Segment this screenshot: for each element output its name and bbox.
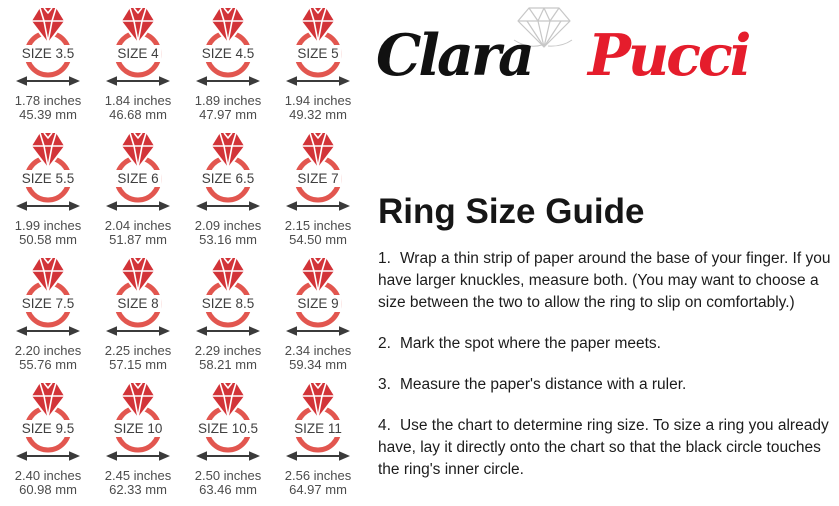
diameter-inches: 2.34 inches (284, 343, 352, 358)
ring-with-diamond-icon (182, 131, 274, 203)
diameter-mm: 62.33 mm (109, 481, 167, 497)
diameter-mm: 64.97 mm (289, 481, 347, 497)
ring-illustration (272, 256, 364, 328)
step-number: 3. (378, 376, 391, 393)
ring-cell (273, 256, 363, 381)
ring-illustration (92, 6, 184, 78)
diameter-mm: 59.34 mm (289, 356, 347, 372)
diameter-inches: 1.99 inches (14, 218, 82, 233)
ring-size-chart (3, 6, 363, 506)
ring-size-label: SIZE 3.5 (19, 45, 78, 62)
ring-with-diamond-icon (92, 131, 184, 203)
diameter-inches: 1.84 inches (104, 93, 172, 108)
ring-illustration (2, 6, 94, 78)
diameter-inches: 2.40 inches (14, 468, 82, 483)
diameter-inches: 2.04 inches (104, 218, 172, 233)
ring-cell (183, 131, 273, 256)
ring-with-diamond-icon (2, 381, 94, 453)
ring-with-diamond-icon (182, 256, 274, 328)
ring-with-diamond-icon (272, 381, 364, 453)
ring-size-label: SIZE 9.5 (19, 420, 78, 437)
ring-size-label: SIZE 8.5 (199, 295, 258, 312)
ring-size-label: SIZE 4 (114, 45, 161, 62)
diameter-inches: 2.29 inches (194, 343, 262, 358)
ring-cell (273, 131, 363, 256)
diameter-inches: 2.56 inches (284, 468, 352, 483)
instruction-step (378, 248, 834, 314)
diameter-inches: 1.78 inches (14, 93, 82, 108)
diameter-mm: 58.21 mm (199, 356, 257, 372)
diameter-mm: 63.46 mm (199, 481, 257, 497)
ring-illustration (182, 6, 274, 78)
diameter-mm: 49.32 mm (289, 106, 347, 122)
ring-size-label: SIZE 5.5 (19, 170, 78, 187)
step-number: 4. (378, 417, 391, 434)
diameter-mm: 60.98 mm (19, 481, 77, 497)
step-text: Use the chart to determine ring size. To size a ring you already have, lay it directly onto the chart so that the black circle touches the ring's inner circle. (378, 417, 829, 478)
ring-with-diamond-icon (182, 381, 274, 453)
ring-illustration (182, 381, 274, 453)
ring-cell (93, 6, 183, 131)
diameter-inches: 2.45 inches (104, 468, 172, 483)
ring-size-label: SIZE 8 (114, 295, 161, 312)
diameter-mm: 55.76 mm (19, 356, 77, 372)
step-number: 2. (378, 335, 391, 352)
ring-with-diamond-icon (272, 131, 364, 203)
diameter-mm: 46.68 mm (109, 106, 167, 122)
ring-with-diamond-icon (92, 6, 184, 78)
diameter-inches: 1.89 inches (194, 93, 262, 108)
step-text: Wrap a thin strip of paper around the base of your finger. If you have larger knuckles, measure both. (You may want to choose a size between the two to allow the ring to slip on comfortably.) (378, 250, 831, 311)
ring-size-label: SIZE 11 (291, 420, 345, 437)
diameter-mm: 53.16 mm (199, 231, 257, 247)
ring-cell (3, 256, 93, 381)
diameter-inches: 2.50 inches (194, 468, 262, 483)
ring-illustration (92, 381, 184, 453)
ring-cell (183, 381, 273, 506)
ring-size-label: SIZE 5 (294, 45, 341, 62)
ring-cell (3, 381, 93, 506)
diameter-mm: 51.87 mm (109, 231, 167, 247)
ring-cell (3, 6, 93, 131)
ring-cell (183, 256, 273, 381)
guide-panel (376, 0, 836, 501)
ring-cell (3, 131, 93, 256)
ring-illustration (272, 131, 364, 203)
instruction-list (378, 248, 834, 500)
brand-logo (376, 0, 836, 110)
ring-illustration (92, 131, 184, 203)
diameter-inches: 1.94 inches (284, 93, 352, 108)
ring-cell (93, 256, 183, 381)
ring-size-label: SIZE 10.5 (195, 420, 261, 437)
ring-with-diamond-icon (92, 381, 184, 453)
ring-size-label: SIZE 6 (114, 170, 161, 187)
ring-illustration (272, 381, 364, 453)
brand-name-first: Clara (376, 22, 532, 89)
ring-with-diamond-icon (2, 131, 94, 203)
ring-size-label: SIZE 10 (111, 420, 166, 437)
brand-name-second: Pucci (588, 22, 749, 89)
instruction-step (378, 333, 834, 355)
diameter-inches: 2.09 inches (194, 218, 262, 233)
ring-size-label: SIZE 7 (294, 170, 341, 187)
ring-illustration (2, 381, 94, 453)
ring-with-diamond-icon (2, 6, 94, 78)
diameter-mm: 45.39 mm (19, 106, 77, 122)
ring-size-label: SIZE 9 (294, 295, 341, 312)
ring-illustration (2, 131, 94, 203)
page-title: Ring Size Guide (378, 192, 645, 231)
diameter-mm: 50.58 mm (19, 231, 77, 247)
step-text: Measure the paper's distance with a ruler. (399, 376, 687, 393)
ring-size-label: SIZE 4.5 (199, 45, 258, 62)
ring-cell (93, 131, 183, 256)
diameter-inches: 2.20 inches (14, 343, 82, 358)
ring-with-diamond-icon (2, 256, 94, 328)
ring-cell (273, 381, 363, 506)
ring-illustration (182, 256, 274, 328)
ring-cell (273, 6, 363, 131)
diameter-inches: 2.25 inches (104, 343, 172, 358)
step-text: Mark the spot where the paper meets. (399, 335, 661, 352)
ring-illustration (182, 131, 274, 203)
ring-cell (93, 381, 183, 506)
instruction-step (378, 415, 834, 481)
ring-size-label: SIZE 6.5 (199, 170, 258, 187)
step-number: 1. (378, 250, 391, 267)
ring-with-diamond-icon (92, 256, 184, 328)
ring-size-label: SIZE 7.5 (19, 295, 78, 312)
diameter-mm: 57.15 mm (109, 356, 167, 372)
ring-illustration (2, 256, 94, 328)
ring-with-diamond-icon (272, 6, 364, 78)
diameter-inches: 2.15 inches (284, 218, 352, 233)
ring-with-diamond-icon (272, 256, 364, 328)
diameter-mm: 47.97 mm (199, 106, 257, 122)
diameter-mm: 54.50 mm (289, 231, 347, 247)
ring-cell (183, 6, 273, 131)
instruction-step (378, 374, 834, 396)
ring-illustration (272, 6, 364, 78)
ring-illustration (92, 256, 184, 328)
ring-with-diamond-icon (182, 6, 274, 78)
